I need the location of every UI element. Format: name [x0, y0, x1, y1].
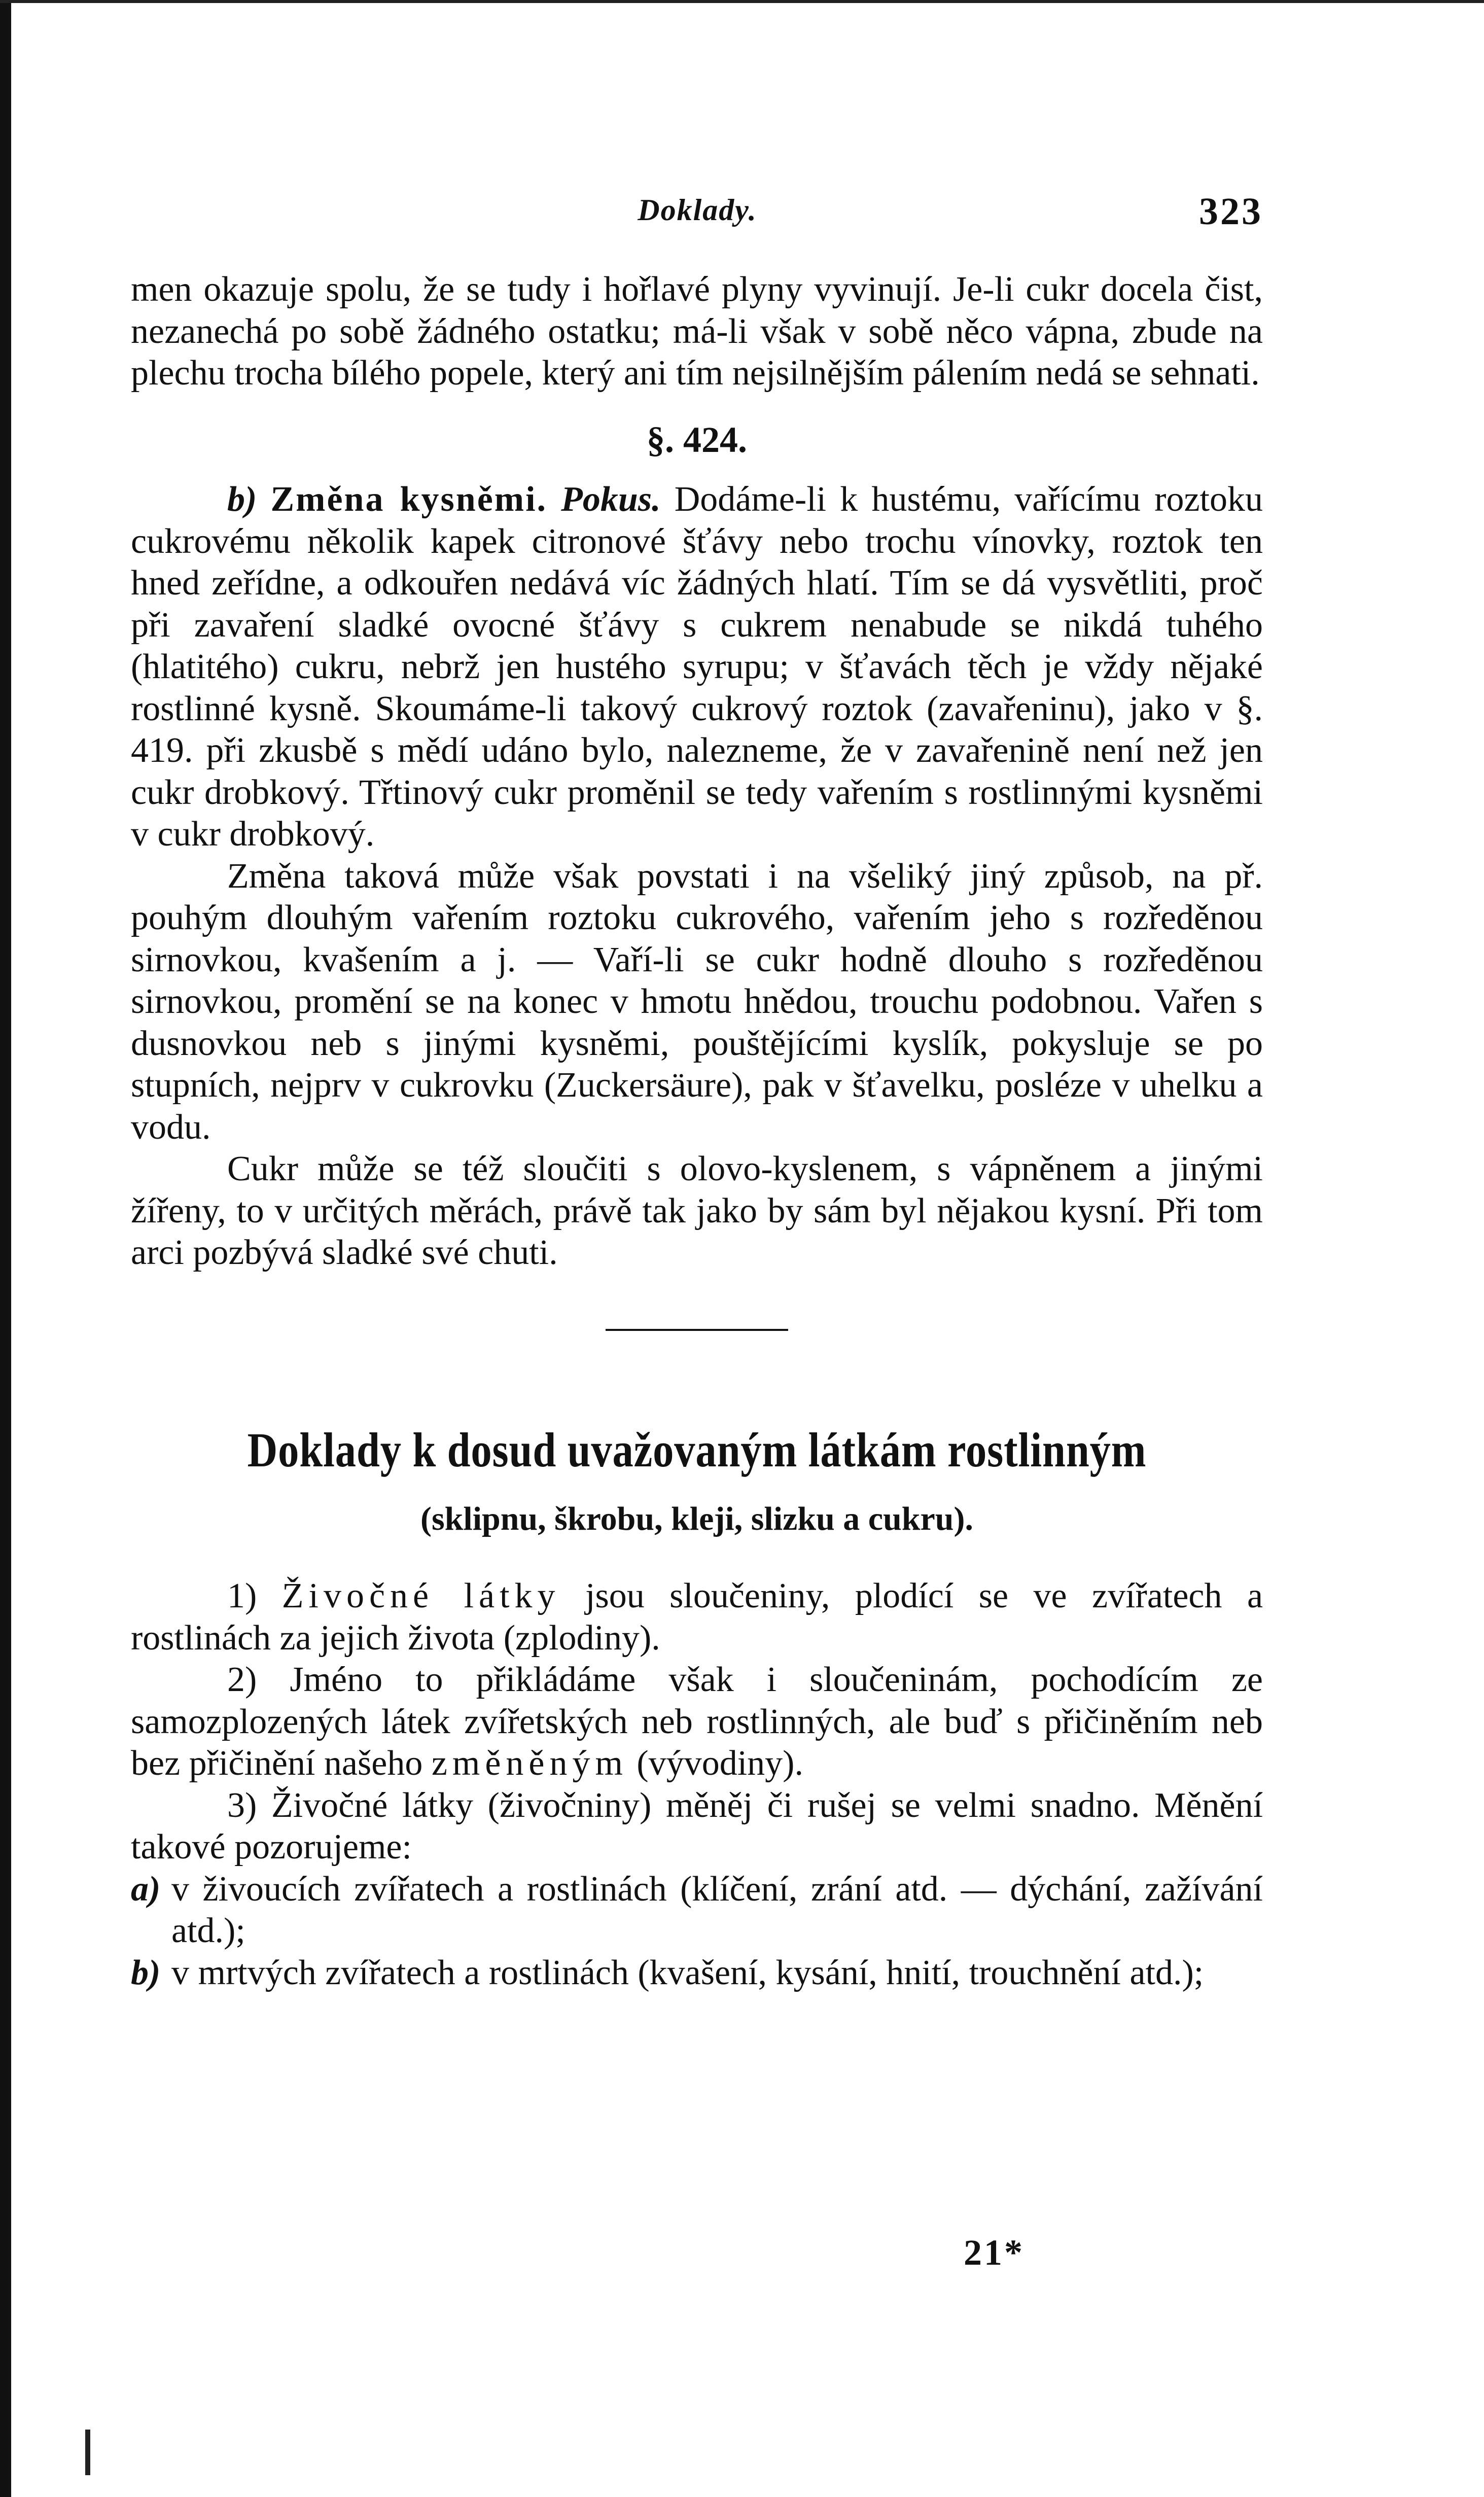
- paragraph-text: Dodáme-li k hustému, vařícímu roztoku cukrovému několik kapek citronové šťávy nebo trochu vínovky, roztok ten hned zeřídne, a odkouřen nedává víc žádných hlatí. Tím se dá vysvětliti, proč při zavaření sladké ovocné šťávy s cukrem nenabude se nikdá tuhého (hlatitého) cukru, nebrž jen hustého syrupu; v šťavách těch je vždy nějaké rostlinné kysně. Skoumáme-li takový cukrový roztok (zavařeninu), jako v §. 419. při zkusbě s mědí udáno bylo, nalezneme, že v zavařenině není než jen cukr drobkový. Třtinový cukr proměnil se tedy vařením s rostlinnými kysněmi v cukr drobkový.: [131, 480, 1263, 854]
- spaced-term: změněným: [431, 1744, 628, 1783]
- item-text: Živočné látky (živočniny) měněj či rušej se velmi snadno. Měnění takové pozorujeme:: [131, 1785, 1263, 1867]
- section-sign: §. 424.: [647, 419, 747, 460]
- item-text: jsou sloučeniny, plodící se ve zvířatech a rostlinách za jejich života (zplodiny).: [131, 1576, 1263, 1658]
- sub-item-b: [131, 1952, 1263, 1994]
- item-label: b): [227, 480, 257, 519]
- body-text: [131, 269, 1263, 1994]
- spaced-term: Živočné látky: [281, 1576, 560, 1615]
- item-number: 2): [227, 1660, 257, 1699]
- page-header: [132, 190, 1263, 238]
- item-text-end: (vývodiny).: [627, 1744, 803, 1783]
- paragraph-continuation: men okazuje spolu, že se tudy i hořlavé plyny vyvinují. Je-li cukr docela čist, nezanechá po sobě žádného ostatku; má-li však v sobě něco vápna, zbude na plechu trocha bílého popele, který ani tím nejsilnějším pálením nedá se sehnati.: [131, 270, 1263, 393]
- item-text: Jméno to přikládáme však i sloučeninám, pochodícím ze samozplozených látek zvířetských neb rostlinných, ale buď s přičiněním neb bez přičinění našeho: [131, 1660, 1263, 1783]
- chapter-subheading: (sklipnu, škrobu, kleji, slizku a cukru).: [420, 1500, 973, 1537]
- sub-item-marker: b): [131, 1953, 161, 1992]
- numbered-item-3: [131, 1785, 1263, 1869]
- running-head: Doklady.: [638, 193, 757, 227]
- numbered-item-1: [131, 1575, 1263, 1659]
- page-edge-shadow: [0, 0, 11, 2497]
- chapter-heading: Doklady k dosud uvažovaným látkám rostlinným: [247, 1422, 1147, 1477]
- experiment-label: Pokus.: [561, 480, 661, 519]
- margin-mark: [85, 2430, 90, 2475]
- numbered-item-2: [131, 1659, 1263, 1785]
- sub-item-text: v živoucích zvířatech a rostlinách (klíčení, zrání atd. — dýchání, zažívání atd.);: [171, 1869, 1263, 1950]
- paragraph-sugar-compounds: Cukr může se též sloučiti s olovo-kyslenem, s vápněnem a jinými žířeny, to v určitých měrách, právě tak jako by sám byl nějakou kysní. Při tom arci pozbývá sladké své chuti.: [131, 1149, 1263, 1272]
- paragraph-change-by-acids: [131, 479, 1263, 856]
- item-number: 3): [227, 1785, 257, 1825]
- signature-mark: 21*: [964, 2232, 1024, 2273]
- sub-item-text: v mrtvých zvířatech a rostlinách (kvašení, kysání, hnití, trouchnění atd.);: [171, 1953, 1204, 1992]
- subsection-title: Změna kysněmi.: [270, 480, 548, 519]
- section-divider: [606, 1329, 788, 1331]
- page-number: 323: [1199, 190, 1263, 233]
- paragraph-other-changes: Změna taková může však povstati i na všeliký jiný způsob, na př. pouhým dlouhým vařením roztoku cukrového, vařením jeho s rozředěnou sirnovkou, kvašením a j. — Vaří-li se cukr hodně dlouho s rozředěnou sirnovkou, promění se na konec v hmotu hnědou, trouchu podobnou. Vařen s dusnovkou neb s jinými kysněmi, pouštějícími kyslík, pokysluje se po stupních, nejprv v cukrovku (Zuckersäure), pak v šťavelku, posléze v uhelku a vodu.: [131, 856, 1263, 1147]
- item-number: 1): [227, 1576, 257, 1615]
- sub-item-marker: a): [131, 1869, 161, 1909]
- page-top-edge: [0, 0, 1484, 3]
- sub-item-a: [131, 1869, 1263, 1952]
